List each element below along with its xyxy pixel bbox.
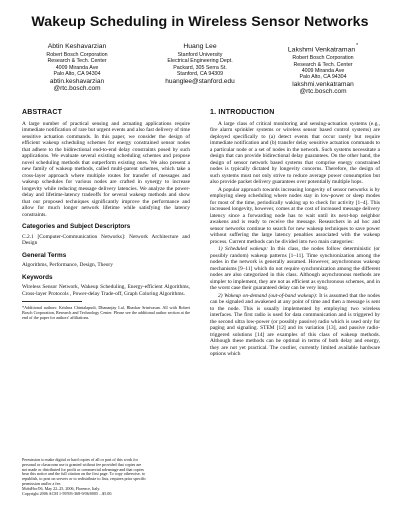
- author-email-line: @rtc.bosch.com: [53, 84, 101, 92]
- author-name: Lakshmi Venkatraman*: [287, 43, 359, 54]
- permission-line: not made or distributed for profit or commercial advantage and that copies: [22, 466, 144, 472]
- abstract-text: A large number of practical sensing and actuating applications require immediate notification of rare but urgent events and also fast delivery of time sensitive actuation commands. In this paper, we consider the design of efficient wakeup scheduling schemes for energy constrained sensor nodes that adhere to the bidirectional end-to-end delay constraints posed by such applications. We evaluate several existing scheduling schemes and propose novel scheduling methods that outperform existing ones. We also present a new family of wakeup methods, called multi-parent schemes, which take a cross-layer approach where multiple routes for transfer of messages and wakeup schedules for various nodes are crafted in synergy to increase longevity while reducing message delivery latencies. We analyze the power-delay and lifetime-latency tradeoffs for several wakeup methods and show that our proposed techniques significantly improve the performance and allow for much longer network lifetime while satisfying the latency constraints.: [22, 120, 190, 218]
- author-affiliation-line: Research & Tech. Center: [293, 61, 353, 68]
- permission-notice: [22, 458, 190, 496]
- intro-paragraph: A popular approach towards increasing longevity of sensor networks is by employing sleep scheduling where nodes stay in low-power or sleep modes for most of the time, periodically waking up to check for activity [1–4]. This increased longevity, however, comes at the cost of increased message delivery latency since a forwarding node has to wait until its next-hop neighbor awakens and is ready to receive the message. Researchers in ad hoc and sensor networks continue to search for new wakeup techniques to save power without suffering the large latency penalties associated with the wakeup process. Current methods can be divided into two main categories:: [210, 186, 380, 245]
- copyright-line: Copyright 2006 ACM 1-59593-368-9/06/0005 ...$5.00.: [22, 490, 113, 496]
- general-terms-heading: General Terms: [22, 251, 67, 259]
- right-column: [210, 110, 380, 359]
- additional-authors-mark: *: [356, 43, 359, 49]
- author-affiliation-line: Robert Bosch Corporation: [292, 55, 354, 62]
- author-affiliation-line: Packard, 305 Serra St.: [173, 64, 227, 71]
- author-affiliation-line: 4009 Miranda Ave: [55, 64, 99, 71]
- author-affiliation-line: Stanford, CA 94309: [176, 71, 224, 78]
- permission-line: bear this notice and the full citation on the first page. To copy otherwise, to: [22, 471, 145, 477]
- permission-line: personal or classroom use is granted without fee provided that copies are: [22, 461, 142, 467]
- author-affiliation-line: Electrical Engineering Dept.: [167, 58, 233, 65]
- author-affiliation-line: Research & Tech. Center: [47, 58, 107, 65]
- abstract-heading: ABSTRACT: [22, 109, 63, 116]
- keywords-heading: Keywords: [22, 273, 53, 281]
- author-email-line: @rtc.bosch.com: [299, 87, 347, 95]
- footnote-rule: [22, 301, 82, 302]
- introduction-heading: 1. INTRODUCTION: [210, 109, 275, 116]
- author-name: Huang Lee: [183, 43, 217, 50]
- intro-paragraph: 1) Scheduled wakeup: In this class, the nodes follow deterministic (or possibly random) wakeup patterns [1–11]. Time synchronization among the nodes in the network is generally assumed. However, asynchronous wakeup mechanisms [9–11] which do not require synchronization among the different nodes are also categorized in this class. Although asynchronous methods are simpler to implement, they are not as efficient as synchronous schemes, and in the worst case their guaranteed delay can be very long.: [210, 246, 380, 291]
- author-name: Abtin Keshavarzian: [47, 43, 107, 50]
- author-affiliation-line: 4009 Miranda Ave: [301, 68, 345, 75]
- author-affiliation-line: Palo Alto, CA 94304: [53, 71, 101, 78]
- permission-line: republish, to post on servers or to redistribute to lists, requires prior specific: [22, 476, 147, 482]
- additional-authors-footnote: *Additional authors: Krishna Chintalapudi, Dhananjay Lal, Bhaskar Srinivasan. All with Robert Bosch Corporation, Research and Technology Center. Please see the additional author section at the end of the paper for authors' affiliations.: [22, 305, 190, 320]
- permission-line: permission and/or a fee.: [22, 480, 62, 486]
- author-email-line: abtin.keshavarzian: [49, 77, 105, 85]
- keywords-text: Wireless Sensor Network, Wakeup Scheduling, Energy-efficient Algorithms, Cross-layer Protocols , Power-delay Trade-off, Graph Coloring Algorithms.: [22, 284, 190, 297]
- author-affiliation-line: Palo Alto, CA 94304: [299, 74, 347, 81]
- categories-text: C.2.1 [Computer-Communication Networks]: Network Architecture and Design: [22, 233, 190, 246]
- author-1: [22, 43, 132, 92]
- scheduled-wakeup-lead: 1) Scheduled wakeup:: [218, 246, 268, 252]
- intro-paragraph: 2) Wakeup on-demand (out-of-band wakeup): It is assumed that the nodes can be signaled and awakened at any point of time and then a message is sent to the node. This is usually implemented by employing two wireless interfaces. The first radio is used for data communication and is triggered by the second ultra low-power (or possibly passive) radio which is used only for paging and signaling. STEM [12] and its variation [13], and passive radio-triggered solutions [14] are examples of this class of wakeup methods. Although these methods can be optimal in terms of both delay and energy, they are not yet practical. The costlier, currently limited available hardware options which: [210, 292, 380, 357]
- categories-heading: Categories and Subject Descriptors: [22, 223, 131, 230]
- conference-line: MobiHoc'06, May 22–25, 2006, Florence, Italy.: [22, 485, 101, 491]
- author-email-line: huanglee@stanford.edu: [165, 77, 235, 85]
- permission-line: Permission to make digital or hard copies of all or part of this work for: [22, 457, 138, 462]
- left-column: [22, 110, 190, 320]
- wakeup-on-demand-lead: 2) Wakeup on-demand (out-of-band wakeup):: [218, 292, 318, 299]
- author-email-line: lakshmi.venkatraman: [292, 80, 354, 88]
- paper-title: Wakeup Scheduling in Wireless Sensor Networks: [31, 14, 369, 30]
- author-block: [22, 43, 378, 103]
- author-3: [268, 43, 378, 95]
- intro-paragraph: A large class of critical monitoring and sensing-actuation systems (e.g., fire alarm sprinkler systems or wireless sensor based control systems) are deployed specifically to (a) detect events that occur rarely but require immediate notification and (b) transfer delay sensitive actuation commands to a particular node or a set of nodes in the network. Such systems necessitate a design that can provide bidirectional delay guarantees. On the other hand, the design of sensor network based systems that comprise energy constrained nodes is typically dictated by longevity concerns. Therefore, the design of such systems must not only strive to reduce average power consumption but also provide packet delivery guarantees over potentially multiple hops.: [210, 120, 380, 185]
- author-affiliation-line: Robert Bosch Corporation: [46, 52, 108, 58]
- general-terms-text: Algorithms, Performance, Design, Theory: [22, 262, 113, 268]
- author-affiliation-line: Stanford University: [177, 52, 223, 58]
- author-2: [145, 43, 255, 85]
